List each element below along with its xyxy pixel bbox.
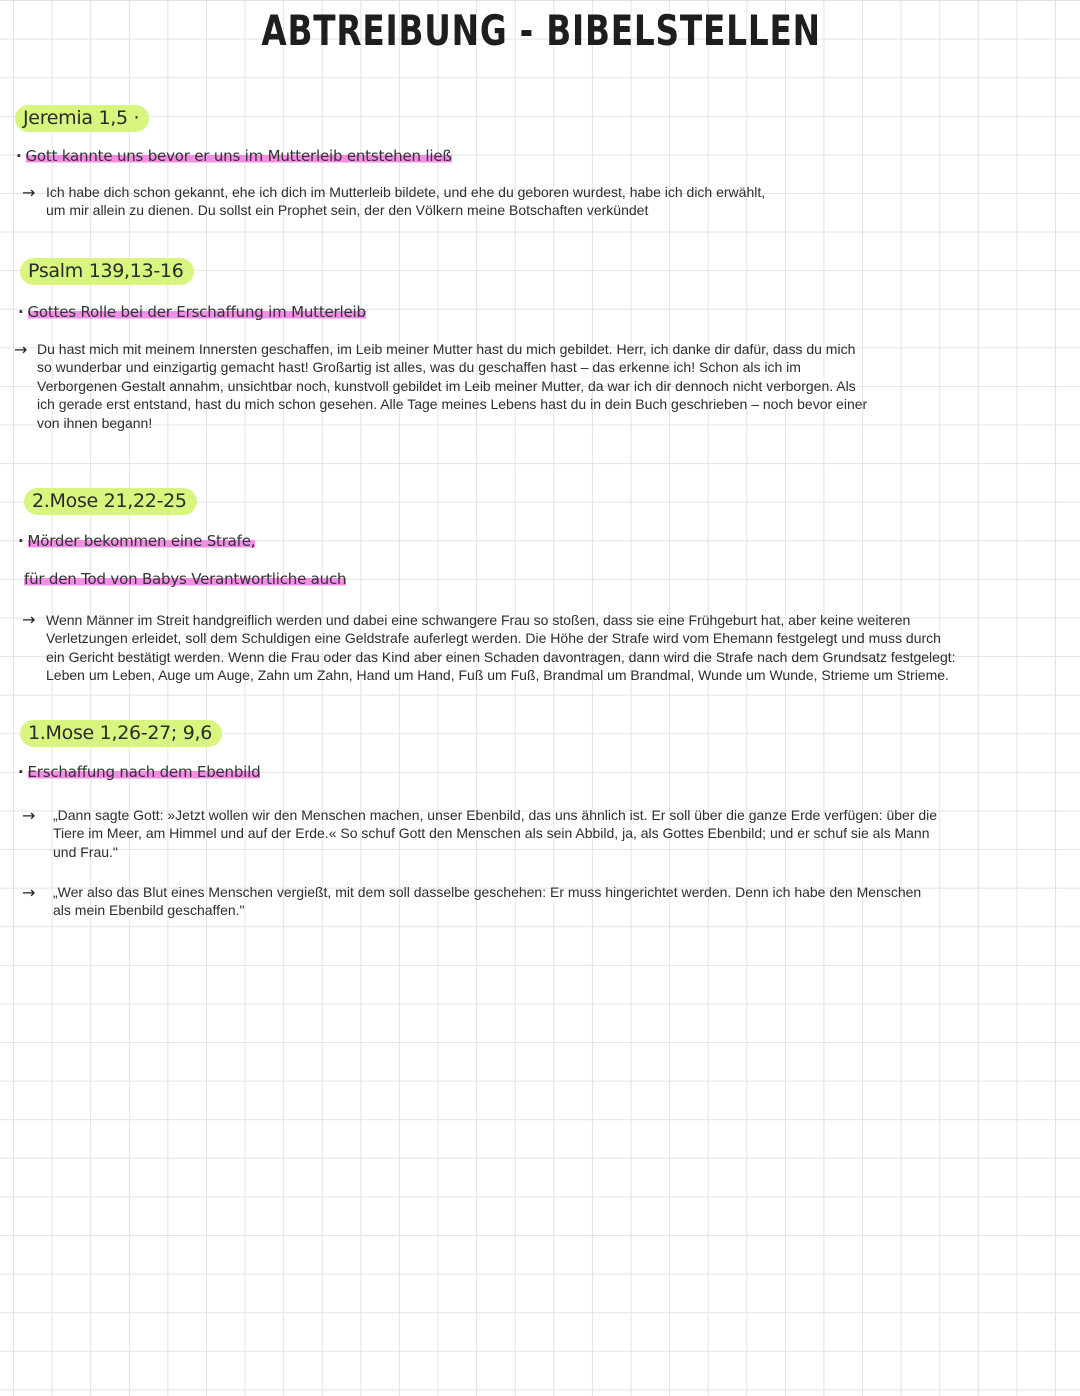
note-2mose: · Mörder bekommen eine Strafe, xyxy=(18,532,256,550)
note-jeremia: · Gott kannte uns bevor er uns im Mutterleib entstehen ließ xyxy=(16,147,452,165)
bullet-icon: · xyxy=(16,147,22,165)
page-title: ABTREIBUNG - BIBELSTELLEN xyxy=(261,6,821,55)
note-2mose-line2: für den Tod von Babys Verantwortliche auch xyxy=(24,570,347,588)
reference-2mose: 2.Mose 21,22-25 xyxy=(24,488,197,515)
arrow-icon: → xyxy=(14,340,28,359)
note-psalm: · Gottes Rolle bei der Erschaffung im Mutterleib xyxy=(18,303,366,321)
note-1mose: · Erschaffung nach dem Ebenbild xyxy=(18,763,261,781)
bullet-icon: · xyxy=(18,532,24,550)
quote-2mose: Wenn Männer im Streit handgreiflich werden und dabei eine schwangere Frau so stoßen, dass sie eine Frühgeburt hat, aber keine weiteren Verletzungen erleidet, soll dem Schuldigen eine Geldstrafe auferlegt werden. Die Höhe der Strafe wird vom Ehemann festgelegt und muss durch ein Gericht bestätigt werden. Wenn die Frau oder das Kind aber einen Schaden davontragen, dann wird die Strafe nach dem Grundsatz festgelegt: Leben um Leben, Auge um Auge, Zahn um Zahn, Hand um Hand, Fuß um Fuß, Brandmal um Brandmal, Wunde um Wunde, Strieme um Strieme. xyxy=(46,612,956,684)
reference-1mose: 1.Mose 1,26-27; 9,6 xyxy=(20,720,222,747)
reference-jeremia: Jeremia 1,5 · xyxy=(15,105,149,132)
arrow-icon: → xyxy=(22,806,36,825)
bullet-icon: · xyxy=(18,303,24,321)
arrow-icon: → xyxy=(22,883,36,902)
bullet-icon: · xyxy=(18,763,24,781)
quote-1mose-b: „Wer also das Blut eines Menschen vergießt, mit dem soll dasselbe geschehen: Er muss hingerichtet werden. Denn ich habe den Menschen als mein Ebenbild geschaffen." xyxy=(53,884,922,919)
arrow-icon: → xyxy=(22,183,36,202)
reference-psalm: Psalm 139,13-16 xyxy=(20,258,194,285)
quote-1mose-a: „Dann sagte Gott: »Jetzt wollen wir den Menschen machen, unser Ebenbild, das uns ähnlich ist. Er soll über die ganze Erde verfügen: über die Tiere im Meer, am Himmel und auf der Erde.« So schuf Gott den Menschen als sein Abbild, ja, als Gottes Ebenbild; und er schuf sie als Mann und Frau." xyxy=(53,807,938,860)
arrow-icon: → xyxy=(22,610,36,629)
quote-psalm: Du hast mich mit meinem Innersten geschaffen, im Leib meiner Mutter hast du mich gebildet. Herr, ich danke dir dafür, dass du mich so wunderbar und einzigartig gemacht hast! Großartig ist alles, was du geschaffen hast – das erkenne ich! Schon als ich im Verborgenen Gestalt annahm, unsichtbar noch, kunstvoll gebildet im Leib meiner Mutter, da war ich dir dennoch nicht verborgen. Als ich gerade erst entstand, hast du mich schon gesehen. Alle Tage meines Lebens hast du in dein Buch geschrieben – noch bevor einer von ihnen begann! xyxy=(37,341,868,431)
quote-jeremia: Ich habe dich schon gekannt, ehe ich dich im Mutterleib bildete, und ehe du geboren wurdest, habe ich dich erwählt, um mir allein zu dienen. Du sollst ein Prophet sein, der den Völkern meine Botschaften verkündet xyxy=(46,184,766,219)
